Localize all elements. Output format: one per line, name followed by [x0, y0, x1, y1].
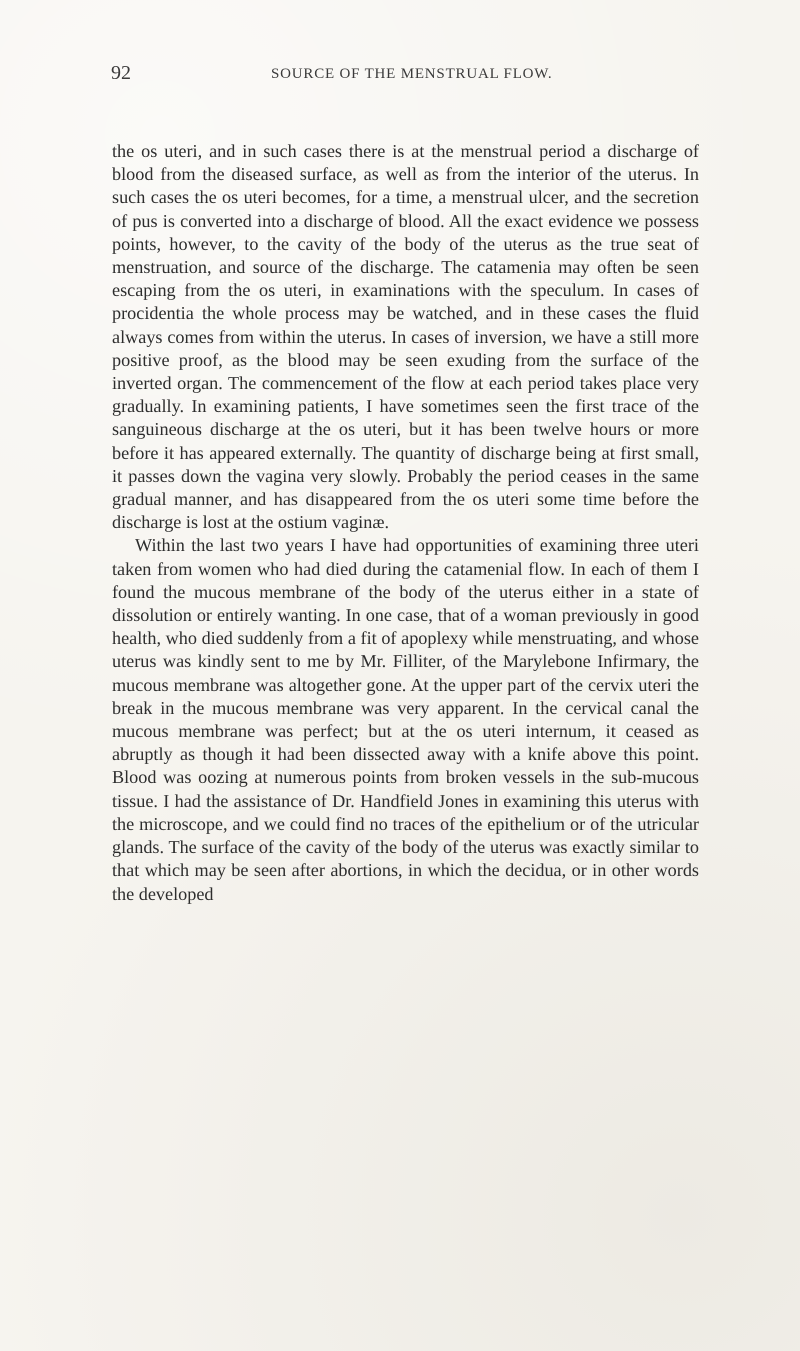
paragraph-examination: Within the last two years I have had opportunities of examining three uteri taken from women who had died during the catamenial flow. In each of them I found the mucous membrane of the body of the uterus either in a state of dissolution or entirely wanting. In one case, that of a woman previously in good health, who died suddenly from a fit of apoplexy while menstruating, and whose uterus was kindly sent to me by Mr. Filliter, of the Marylebone Infirmary, the mucous membrane was altogether gone. At the upper part of the cervix uteri the break in the mucous membrane was very apparent. In the cervical canal the mucous membrane was perfect; but at the os uteri internum, it ceased as abruptly as though it had been dissected away with a knife above this point. Blood was oozing at numerous points from broken vessels in the sub-mucous tissue. I had the assistance of Dr. Handfield Jones in examining this uterus with the microscope, and we could find no traces of the epithelium or of the utricular glands. The surface of the cavity of the body of the uterus was exactly similar to that which may be seen after abortions, in which the decidua, or in other words the developed — [112, 535, 699, 904]
page-header — [111, 62, 698, 96]
paragraph-continuation: the os uteri, and in such cases there is at the menstrual period a discharge of blood from the diseased surface, as well as from the interior of the uterus. In such cases the os uteri becomes, for a time, a menstrual ulcer, and the secretion of pus is converted into a discharge of blood. All the exact evidence we possess points, however, to the cavity of the body of the uterus as the true seat of menstruation, and source of the discharge. The catamenia may often be seen escaping from the os uteri, in examinations with the speculum. In cases of procidentia the whole process may be watched, and in these cases the fluid always comes from within the uterus. In cases of inversion, we have a still more positive proof, as the blood may be seen exuding from the surface of the inverted organ. The commencement of the flow at each period takes place very gradually. In examining patients, I have sometimes seen the first trace of the sanguineous discharge at the os uteri, but it has been twelve hours or more before it has appeared externally. The quantity of discharge being at first small, it passes down the vagina very slowly. Probably the period ceases in the same gradual manner, and has disappeared from the os uteri some time before the discharge is lost at the ostium vaginæ. — [112, 141, 699, 533]
running-title: SOURCE OF THE MENSTRUAL FLOW. — [271, 66, 553, 82]
page-number: 92 — [111, 62, 131, 84]
body-text — [112, 140, 699, 1250]
